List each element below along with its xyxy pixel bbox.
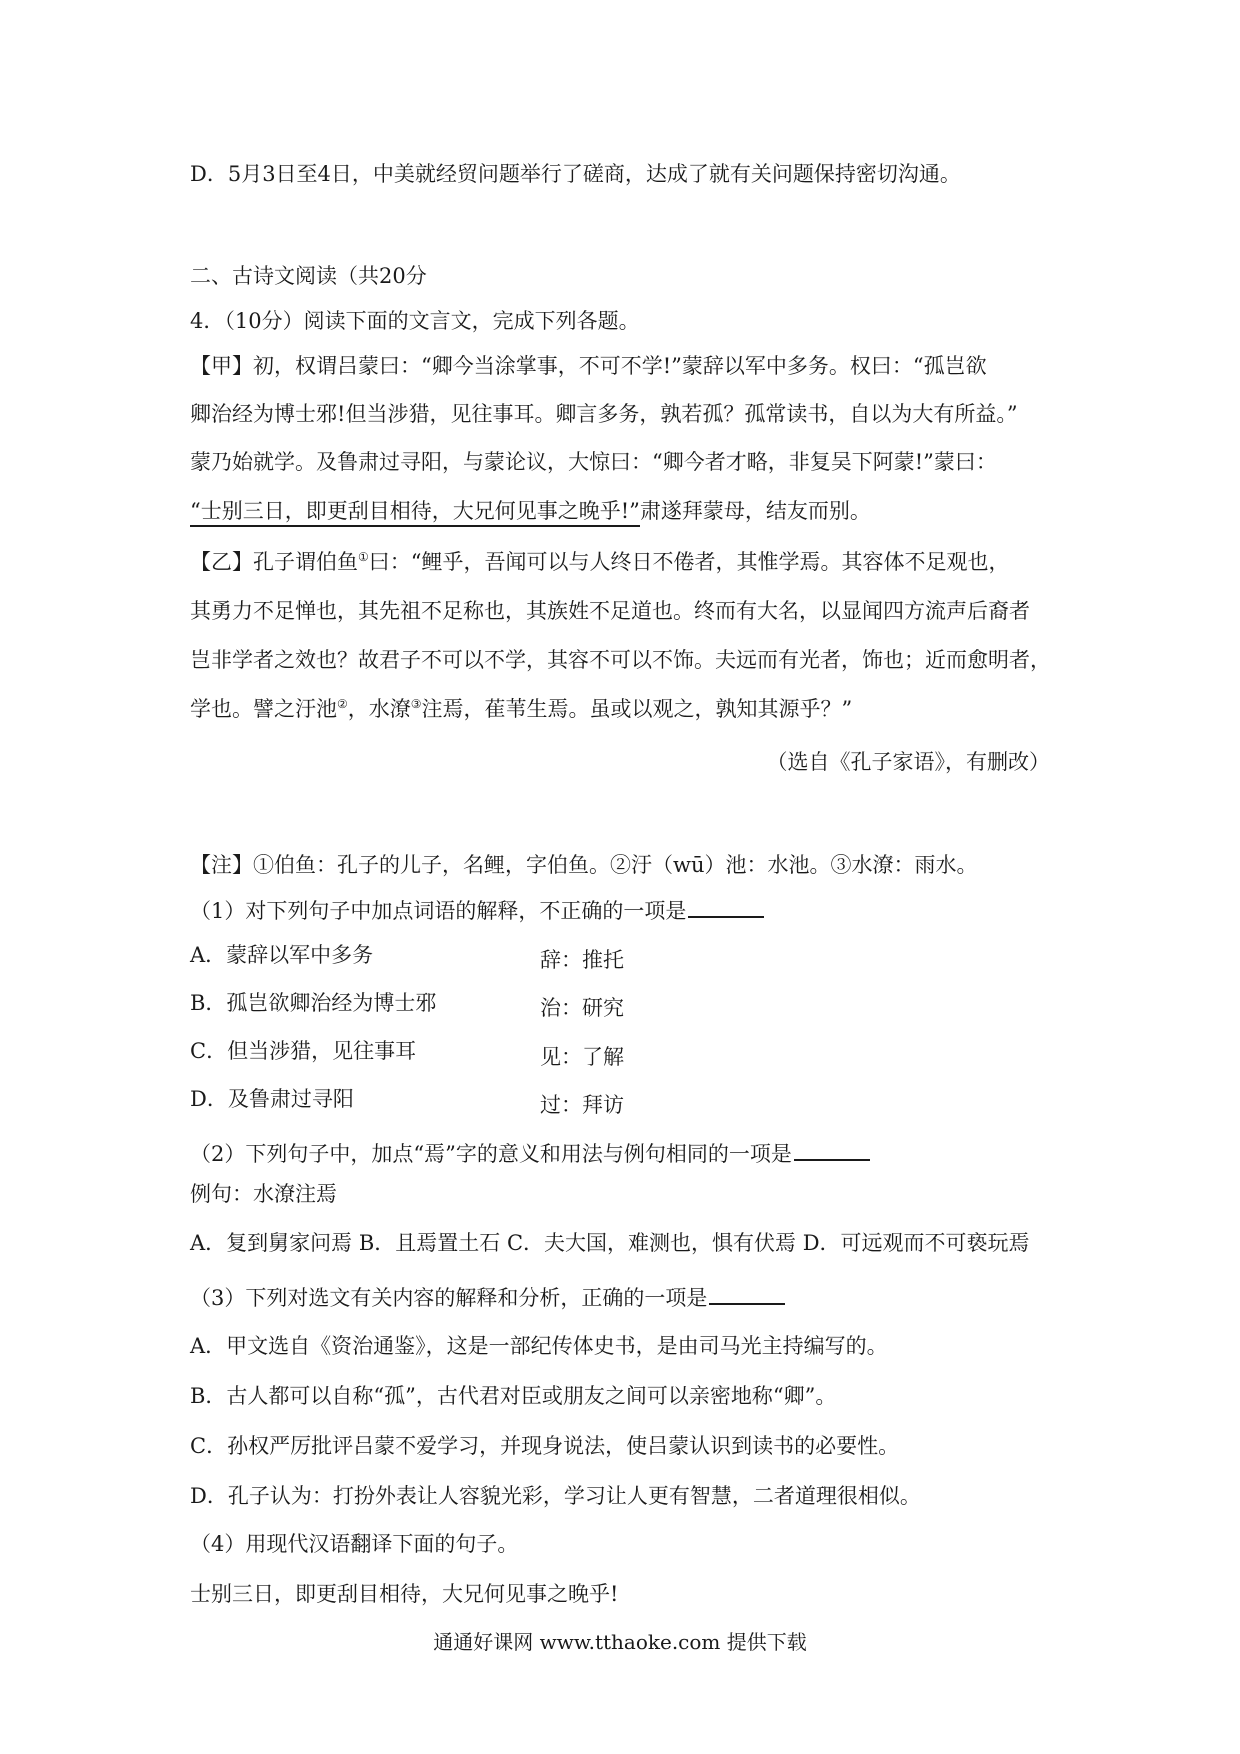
footnote-mark-3: ③ xyxy=(410,697,422,711)
item-d-top: D．5月3日至4日，中美就经贸问题举行了磋商，达成了就有关问题保持密切沟通。 xyxy=(190,162,961,186)
q1-option-a: A．蒙辞以军中多务 xyxy=(190,943,374,967)
source-citation: （选自《孔子家语》，有删改） xyxy=(766,750,1050,774)
jia-line-4-rest: 肃遂拜蒙母，结友而别。 xyxy=(639,499,871,523)
q1-stem xyxy=(190,896,764,925)
q2-stem-text: （2）下列句子中，加点“焉”字的意义和用法与例句相同的一项是 xyxy=(190,1142,792,1166)
q1-option-d: D．及鲁肃过寻阳 xyxy=(190,1087,354,1111)
jia-line-4 xyxy=(190,497,871,525)
footnote-mark-2: ② xyxy=(337,697,348,711)
answer-blank xyxy=(794,1139,870,1161)
q2-stem xyxy=(190,1139,870,1168)
yi-line-2: 其勇力不足惮也，其先祖不足称也，其族姓不足道也。终而有大名，以显闻四方流声后裔者 xyxy=(190,599,1030,623)
yi-line-4 xyxy=(190,695,852,723)
page-footer: 通通好课网 www.tthaoke.com 提供下载 xyxy=(433,1630,807,1654)
section-title: 二、古诗文阅读（共20分 xyxy=(190,264,427,288)
q1-gloss-a: 辞：推托 xyxy=(540,948,624,972)
q3-option-a: A．甲文选自《资治通鉴》，这是一部纪传体史书，是由司马光主持编写的。 xyxy=(190,1334,888,1358)
q1-option-b: B．孤岂欲卿治经为博士邪 xyxy=(190,991,437,1015)
q3-option-b: B．古人都可以自称“孤”，古代君对臣或朋友之间可以亲密地称“卿”。 xyxy=(190,1384,837,1408)
yi-line-1-b: 曰：“鲤乎，吾闻可以与人终日不倦者，其惟学焉。其容体不足观也， xyxy=(368,550,1010,574)
q4-intro: 4．（10分）阅读下面的文言文，完成下列各题。 xyxy=(190,309,640,333)
yi-line-3: 岂非学者之效也？故君子不可以不学，其容不可以不饰。夫远而有光者，饰也；近而愈明者， xyxy=(190,648,1051,672)
q1-stem-text: （1）对下列句子中加点词语的解释，不正确的一项是 xyxy=(190,899,687,923)
q2-options: A．复到舅家问焉 B．且焉置土石 C．夫大国，难测也，惧有伏焉 D．可远观而不可亵玩焉 xyxy=(190,1231,1030,1255)
jia-line-2: 卿治经为博士邪!但当涉猎，见往事耳。卿言多务，孰若孤？孤常读书，自以为大有所益。” xyxy=(190,402,1018,426)
underlined-sentence: “士别三日，即更刮目相待，大兄何见事之晚乎!” xyxy=(190,499,640,527)
q3-option-c: C．孙权严厉批评吕蒙不爱学习，并现身说法，使吕蒙认识到读书的必要性。 xyxy=(190,1434,900,1458)
q1-gloss-b: 治：研究 xyxy=(540,996,624,1020)
q3-stem-text: （3）下列对选文有关内容的解释和分析，正确的一项是 xyxy=(190,1286,708,1310)
yi-line-1-a: 【乙】孔子谓伯鱼 xyxy=(190,550,358,574)
footnote-mark-1: ① xyxy=(358,550,369,564)
q3-option-d: D．孔子认为：打扮外表让人容貌光彩，学习让人更有智慧，二者道理很相似。 xyxy=(190,1484,921,1508)
annotation-note: 【注】①伯鱼：孔子的儿子，名鲤，字伯鱼。②汙（wū）池：水池。③水潦：雨水。 xyxy=(190,853,978,877)
yi-line-4-a: 学也。譬之汙池 xyxy=(190,697,337,721)
q4-sentence: 士别三日，即更刮目相待，大兄何见事之晚乎! xyxy=(190,1582,619,1606)
q1-gloss-d: 过：拜访 xyxy=(540,1093,624,1117)
q1-option-c: C．但当涉猎，见往事耳 xyxy=(190,1039,417,1063)
yi-line-1 xyxy=(190,548,1010,576)
q3-stem xyxy=(190,1283,785,1312)
q1-gloss-c: 见：了解 xyxy=(540,1045,624,1069)
q2-example: 例句：水潦注焉 xyxy=(190,1182,337,1206)
q4-stem: （4）用现代汉语翻译下面的句子。 xyxy=(190,1532,519,1556)
jia-line-1: 【甲】初，权谓吕蒙曰：“卿今当涂掌事，不可不学!”蒙辞以军中多务。权曰：“孤岂欲 xyxy=(190,354,987,378)
yi-line-4-b: ，水潦 xyxy=(347,697,411,721)
jia-line-3: 蒙乃始就学。及鲁肃过寻阳，与蒙论议，大惊曰：“卿今者才略，非复吴下阿蒙!”蒙曰： xyxy=(190,450,997,474)
answer-blank xyxy=(709,1283,785,1305)
yi-line-4-c: 注焉，萑苇生焉。虽或以观之，孰知其源乎？” xyxy=(421,697,853,721)
answer-blank xyxy=(688,896,764,918)
